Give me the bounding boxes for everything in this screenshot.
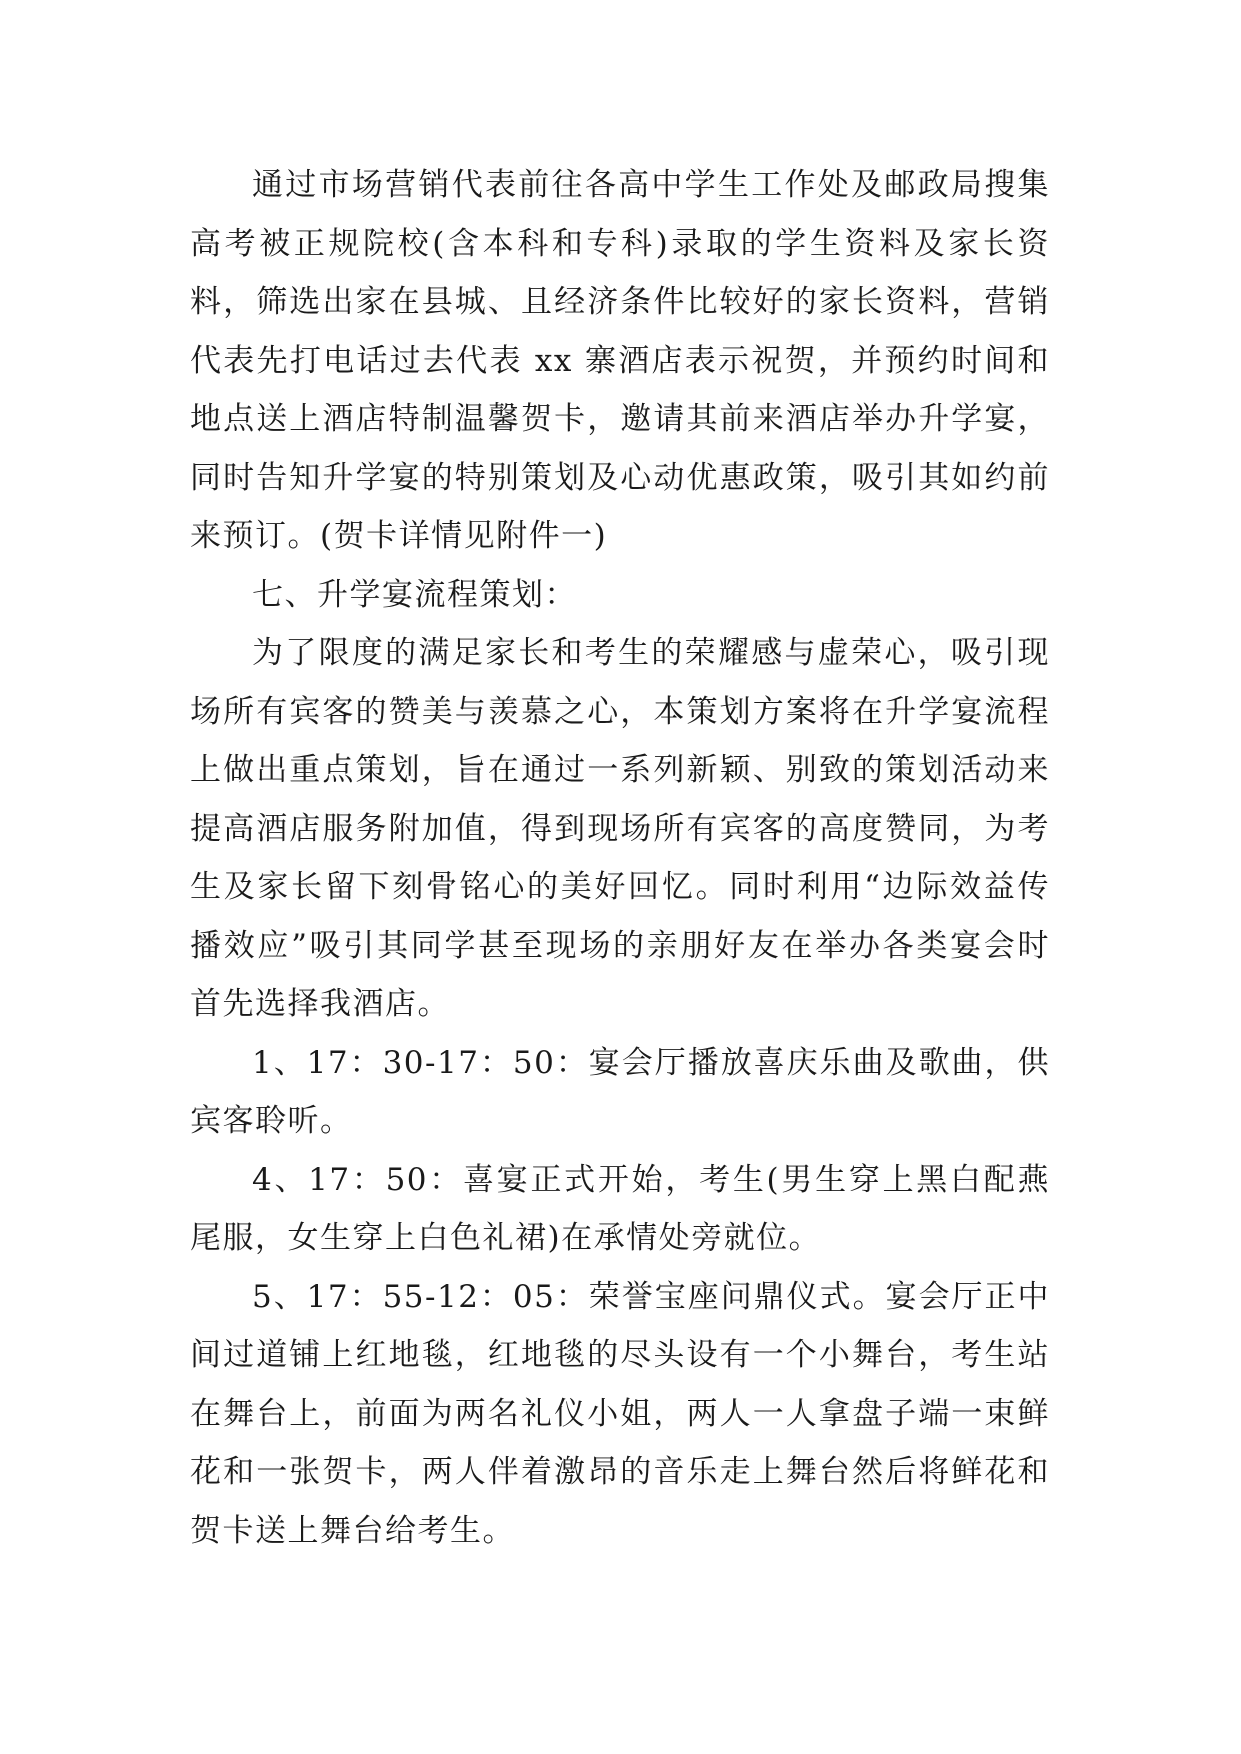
section-heading-banquet-flow: 七、升学宴流程策划： [252, 576, 577, 613]
paragraph-recruitment: 通过市场营销代表前往各高中学生工作处及邮政局搜集高考被正规院校(含本科和专科)录取的学生资料及家长资料，筛选出家在县城、且经济条件比较好的家长资料，营销代表先打电话过去代表 xx 寨酒店表示祝贺，并预约时间和地点送上酒店特制温馨贺卡，邀请其前来酒店举办升学宴，同时告知升学宴的特别策划及心动优惠政策，吸引其如约前来预订。(贺卡详情见附件一) [190, 167, 1050, 554]
paragraph-flow-intro: 为了限度的满足家长和考生的荣耀感与虚荣心，吸引现场所有宾客的赞美与羡慕之心，本策划方案将在升学宴流程上做出重点策划，旨在通过一系列新颖、别致的策划活动来提高酒店服务附加值，得到现场所有宾客的高度赞同，为考生及家长留下刻骨铭心的美好回忆。同时利用“边际效益传播效应”吸引其同学甚至现场的亲朋好友在举办各类宴会时首先选择我酒店。 [190, 635, 1050, 1022]
document-body [190, 156, 1050, 1560]
paragraph-step-1: 1、17：30-17：50：宴会厅播放喜庆乐曲及歌曲，供宾客聆听。 [190, 1044, 1050, 1139]
paragraph-step-4: 4、17：50：喜宴正式开始，考生(男生穿上黑白配燕尾服，女生穿上白色礼裙)在承情处旁就位。 [190, 1161, 1050, 1256]
paragraph-step-5: 5、17：55-12：05：荣誉宝座问鼎仪式。宴会厅正中间过道铺上红地毯，红地毯的尽头设有一个小舞台，考生站在舞台上，前面为两名礼仪小姐，两人一人拿盘子端一束鲜花和一张贺卡，两人伴着激昂的音乐走上舞台然后将鲜花和贺卡送上舞台给考生。 [190, 1278, 1050, 1549]
